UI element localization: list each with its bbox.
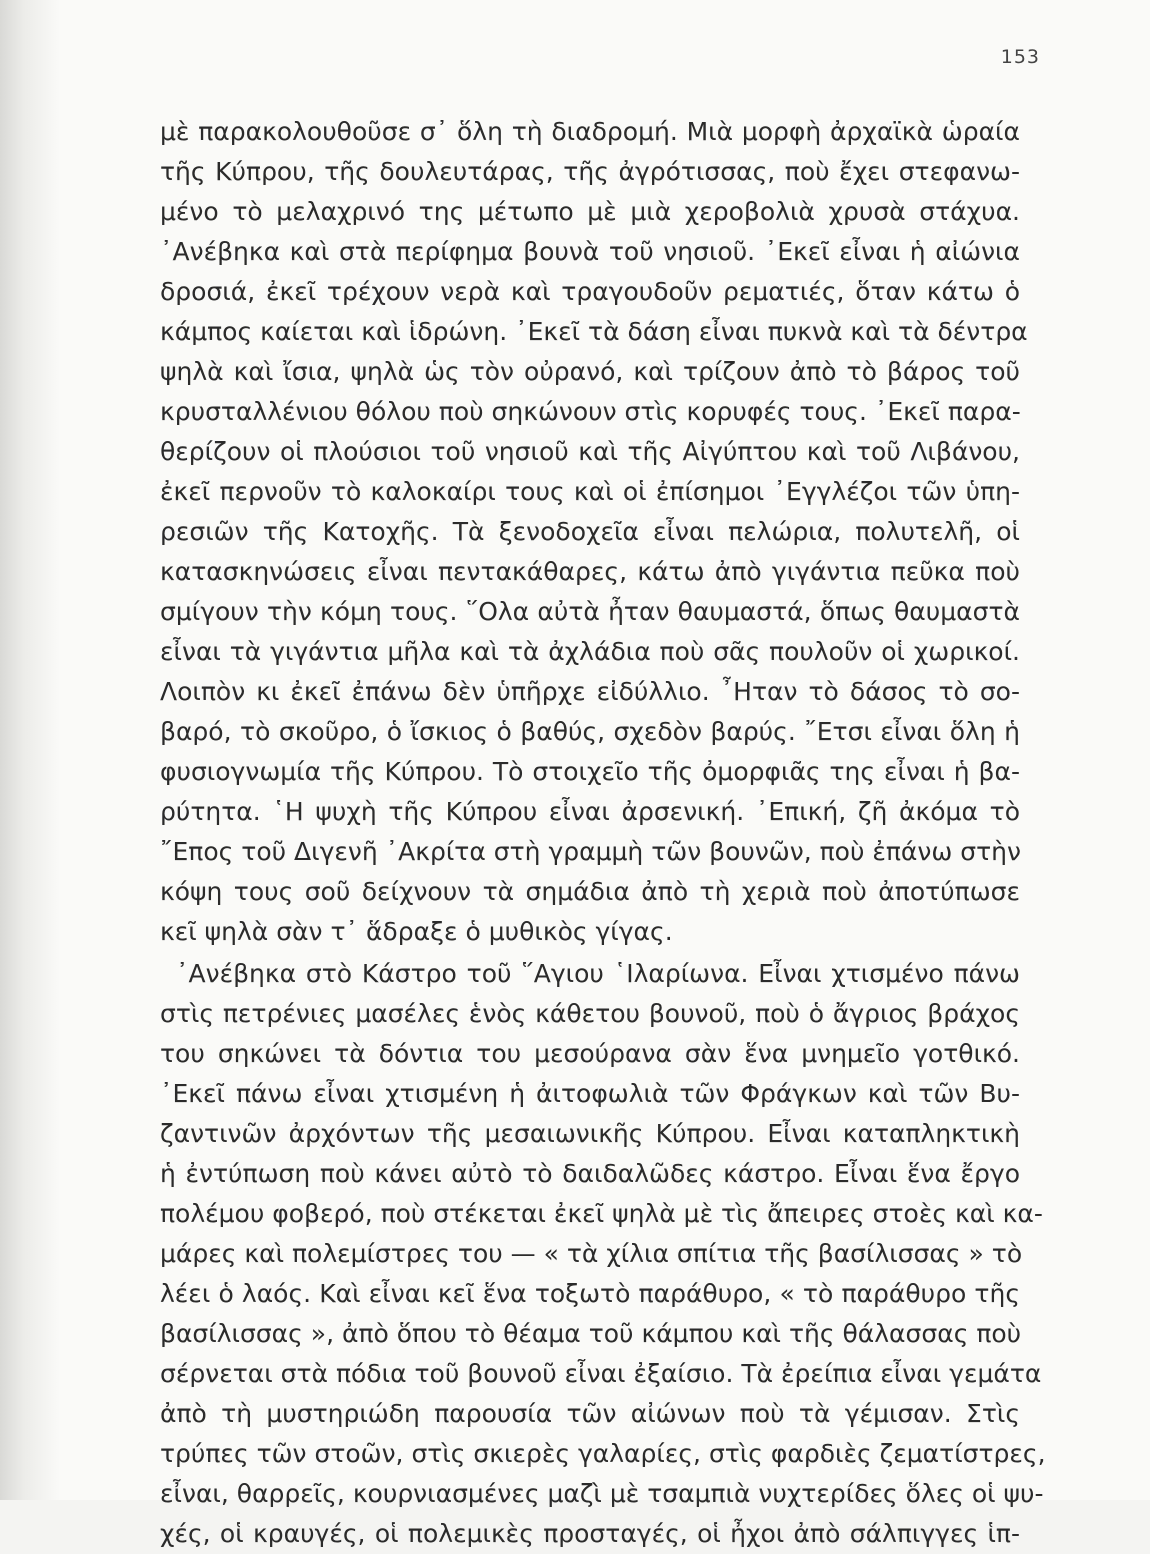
text-line: θερίζουν οἱ πλούσιοι τοῦ νησιοῦ καὶ τῆς Αἰγύπτου καὶ τοῦ Λιβάνου, [160,437,1020,466]
text-line: ἐκεῖ περνοῦν τὸ καλοκαίρι τους καὶ οἱ ἐπίσημοι ᾽Εγγλέζοι τῶν ὑπη- [160,477,1020,506]
text-line: πολέμου φοβερό, ποὺ στέκεται ἐκεῖ ψηλὰ μὲ τὶς ἄπειρες στοὲς καὶ κα- [160,1199,1043,1228]
text-line: εἶναι τὰ γιγάντια μῆλα καὶ τὰ ἀχλάδια ποὺ σᾶς πουλοῦν οἱ χωρικοί. [160,637,1020,666]
text-line: Λοιπὸν κι ἐκεῖ ἐπάνω δὲν ὑπῆρχε εἰδύλλιο. ῏Ηταν τὸ δάσος τὸ σο- [160,677,1020,706]
text-line: ζαντινῶν ἀρχόντων τῆς μεσαιωνικῆς Κύπρου. Εἶναι καταπληκτικὴ [160,1119,1020,1148]
text-line: ᾽Εκεῖ πάνω εἶναι χτισμένη ἡ ἀιτοφωλιὰ τῶν Φράγκων καὶ τῶν Βυ- [160,1079,1020,1108]
text-line: ἀπὸ τὴ μυστηριώδη παρουσία τῶν αἰώνων ποὺ τὰ γέμισαν. Στὶς [160,1399,1020,1428]
text-line: κρυσταλλένιου θόλου ποὺ σηκώνουν στὶς κορυφές τους. ᾽Εκεῖ παρα- [160,397,1021,426]
text-line: κόψη τους σοῦ δείχνουν τὰ σημάδια ἀπὸ τὴ χεριὰ ποὺ ἀποτύπωσε [160,877,1020,906]
text-line: ρύτητα. ῾Η ψυχὴ τῆς Κύπρου εἶναι ἀρσενική. ᾽Επική, ζῆ ἀκόμα τὸ [160,797,1020,826]
text-line: μὲ παρακολουθοῦσε σ᾽ ὅλη τὴ διαδρομή. Μιὰ μορφὴ ἀρχαϊκὰ ὡραία [160,117,1020,146]
text-line: εἶναι, θαρρεῖς, κουρνιασμένες μαζὶ μὲ τσαμπιὰ νυχτερίδες ὅλες οἱ ψυ- [160,1479,1044,1508]
text-line: τῆς Κύπρου, τῆς δουλευτάρας, τῆς ἀγρότισσας, ποὺ ἔχει στεφανω- [160,157,1020,186]
text-line: του σηκώνει τὰ δόντια του μεσούρανα σὰν ἕνα μνημεῖο γοτθικό. [160,1039,1020,1068]
text-line: στὶς πετρένιες μασέλες ἑνὸς κάθετου βουνοῦ, ποὺ ὁ ἄγριος βράχος [160,999,1020,1028]
text-line: φυσιογνωμία τῆς Κύπρου. Τὸ στοιχεῖο τῆς ὀμορφιᾶς της εἶναι ἡ βα- [160,757,1020,786]
text-line: κατασκηνώσεις εἶναι πεντακάθαρες, κάτω ἀπὸ γιγάντια πεῦκα ποὺ [160,557,1020,586]
text-line: βασίλισσας », ἀπὸ ὅπου τὸ θέαμα τοῦ κάμπου καὶ τῆς θάλασσας ποὺ [160,1319,1022,1348]
text-line: χές, οἱ κραυγές, οἱ πολεμικὲς προσταγές, οἱ ἦχοι ἀπὸ σάλπιγγες ἱπ- [160,1519,1020,1548]
text-line: δροσιά, ἐκεῖ τρέχουν νερὰ καὶ τραγουδοῦν ρεματιές, ὅταν κάτω ὁ [160,277,1020,306]
text-line: βαρό, τὸ σκοῦρο, ὁ ἴσκιος ὁ βαθύς, σχεδὸν βαρύς. ῎Ετσι εἶναι ὅλη ἡ [160,717,1020,746]
text-line: μένο τὸ μελαχρινό της μέτωπο μὲ μιὰ χεροβολιὰ χρυσὰ στάχυα. [160,197,1020,226]
text-line: τρύπες τῶν στοῶν, στὶς σκιερὲς γαλαρίες, στὶς φαρδιὲς ζεματίστρες, [160,1439,1046,1468]
text-line: ρεσιῶν τῆς Κατοχῆς. Τὰ ξενοδοχεῖα εἶναι πελώρια, πολυτελῆ, οἱ [160,517,1020,546]
text-line: σμίγουν τὴν κόμη τους. ῞Ολα αὐτὰ ἦταν θαυμαστά, ὅπως θαυμαστὰ [160,597,1020,626]
text-line: κεῖ ψηλὰ σὰν τ᾽ ἅδραξε ὁ μυθικὸς γίγας. [160,917,673,946]
page-number: 153 [1000,46,1040,68]
text-line: ῎Επος τοῦ Διγενῆ ᾽Ακρίτα στὴ γραμμὴ τῶν βουνῶν, ποὺ ἐπάνω στὴν [160,837,1021,866]
text-line: σέρνεται στὰ πόδια τοῦ βουνοῦ εἶναι ἐξαίσιο. Τὰ ἐρείπια εἶναι γεμάτα [160,1359,1042,1388]
text-line: ᾽Ανέβηκα στὸ Κάστρο τοῦ ῞Αγιου ῾Ιλαρίωνα. Εἶναι χτισμένο πάνω [176,959,1020,988]
text-line: ἡ ἐντύπωση ποὺ κάνει αὐτὸ τὸ δαιδαλῶδες κάστρο. Εἶναι ἕνα ἔργο [160,1159,1020,1188]
binding-shadow [0,0,60,1500]
body-text [160,112,1046,1554]
text-line: κάμπος καίεται καὶ ἱδρώνη. ᾽Εκεῖ τὰ δάση εἶναι πυκνὰ καὶ τὰ δέντρα [160,317,1028,346]
text-line: μάρες καὶ πολεμίστρες του — « τὰ χίλια σπίτια τῆς βασίλισσας » τὸ [160,1239,1023,1268]
text-line: ψηλὰ καὶ ἴσια, ψηλὰ ὡς τὸν οὐρανό, καὶ τρίζουν ἀπὸ τὸ βάρος τοῦ [160,357,1020,386]
text-line: λέει ὁ λαός. Καὶ εἶναι κεῖ ἕνα τοξωτὸ παράθυρο, « τὸ παράθυρο τῆς [160,1279,1020,1308]
text-line: ᾽Ανέβηκα καὶ στὰ περίφημα βουνὰ τοῦ νησιοῦ. ᾽Εκεῖ εἶναι ἡ αἰώνια [160,237,1020,266]
